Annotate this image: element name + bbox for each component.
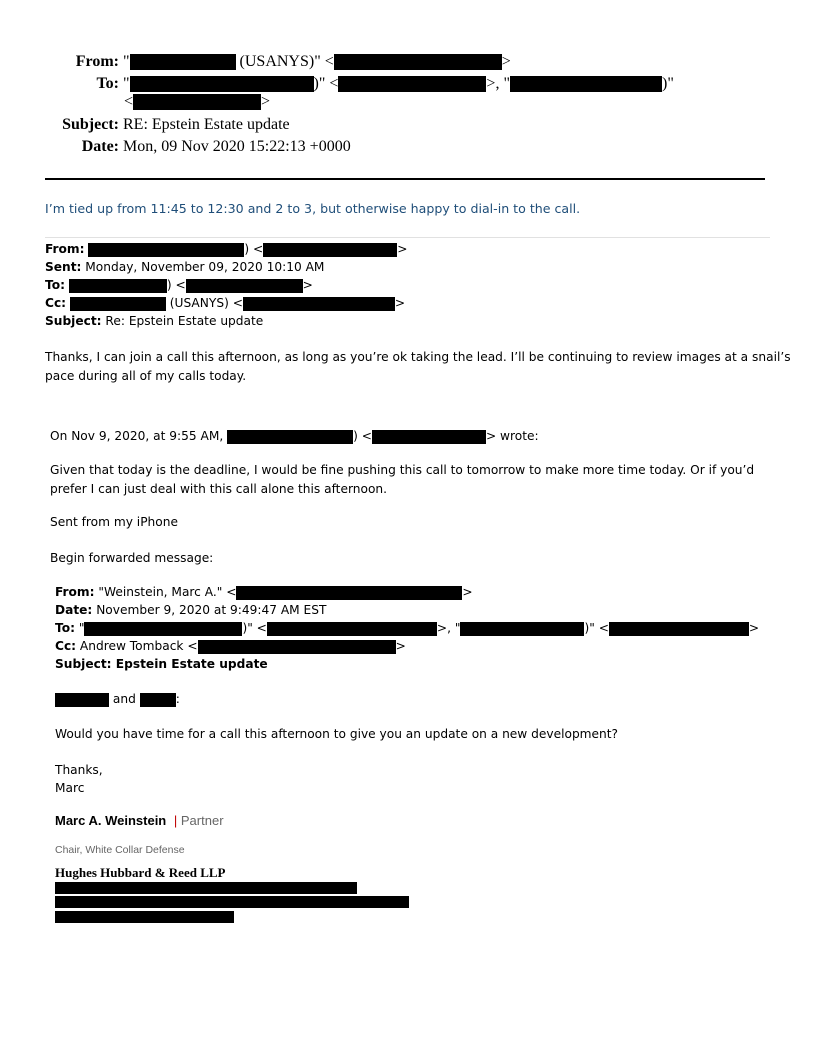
msg2-cc-suffix: (USANYS) <	[169, 296, 243, 310]
fwd-closing: Thanks,	[55, 763, 103, 777]
msg3-wrote-line: On Nov 9, 2020, at 9:55 AM, ) < > wrote:	[50, 429, 539, 443]
msg3-begin-fwd: Begin forwarded message:	[50, 551, 214, 565]
header-subject-row	[45, 116, 290, 134]
header-date-value: Mon, 09 Nov 2020 15:22:13 +0000	[123, 138, 351, 155]
msg2-to-label: To:	[45, 278, 65, 292]
reply-text: I’m tied up from 11:45 to 12:30 and 2 to 3, but otherwise happy to dial-in to the call.	[45, 201, 581, 216]
signature-name-row	[55, 813, 224, 828]
redaction-box	[186, 279, 303, 293]
redaction-box	[510, 76, 662, 92]
msg2-body-line2: pace during all of my calls today.	[45, 369, 247, 383]
msg2-from-label: From:	[45, 242, 85, 256]
msg2-cc-label: Cc:	[45, 296, 67, 310]
redaction-box	[130, 76, 314, 92]
header-from-label: From:	[75, 53, 119, 70]
signature-separator: |	[173, 813, 178, 828]
fwd-body: Would you have time for a call this afternoon to give you an update on a new development?	[55, 727, 619, 741]
redaction-box	[198, 640, 396, 654]
fwd-subject-label: Subject:	[55, 657, 112, 671]
fwd-date-value: November 9, 2020 at 9:49:47 AM EST	[96, 603, 327, 617]
header-to-row: To: " )" < >, " )"	[45, 75, 674, 93]
redaction-box	[372, 430, 486, 444]
redaction-box	[55, 693, 109, 707]
fwd-subject-value: Epstein Estate update	[115, 657, 268, 671]
redaction-box	[227, 430, 353, 444]
reply-divider	[45, 237, 770, 238]
fwd-salutation-and: and	[112, 692, 136, 706]
header-divider	[45, 178, 765, 180]
redaction-box	[84, 622, 242, 636]
redaction-box	[55, 896, 409, 908]
redaction-box	[140, 693, 176, 707]
msg2-subject-row	[45, 312, 263, 330]
redaction-box	[55, 882, 357, 894]
fwd-to-label: To:	[55, 621, 75, 635]
msg2-sent-row	[45, 258, 324, 276]
redaction-box	[609, 622, 749, 636]
msg3-body-line2: prefer I can just deal with this call alone this afternoon.	[50, 482, 387, 496]
redaction-box	[70, 297, 166, 311]
header-to-label: To:	[96, 75, 119, 92]
signature-title: Partner	[180, 813, 224, 828]
fwd-to-row: To: " )" < >, " )" < >	[55, 621, 760, 635]
redaction-box	[236, 586, 462, 600]
redaction-box	[88, 243, 244, 257]
msg3-wrote-suffix: wrote:	[500, 429, 539, 443]
header-subject-label: Subject:	[62, 116, 119, 133]
signature-firm: Hughes Hubbard & Reed LLP	[55, 865, 226, 880]
fwd-subject-row	[55, 655, 268, 673]
redaction-box	[267, 622, 437, 636]
msg2-sent-label: Sent:	[45, 260, 82, 274]
msg2-sent-value: Monday, November 09, 2020 10:10 AM	[85, 260, 325, 274]
fwd-date-row	[55, 601, 326, 619]
redaction-box	[334, 54, 502, 70]
fwd-salutation: and :	[55, 690, 180, 708]
header-from-row: From: " (USANYS)" < >	[45, 53, 511, 71]
msg2-body-line1: Thanks, I can join a call this afternoon, as long as you’re ok taking the lead. I’ll be continuing to review images at a snail’s	[45, 350, 791, 364]
fwd-closing-name: Marc	[55, 781, 85, 795]
redaction-box	[263, 243, 397, 257]
header-from-suffix: (USANYS)" <	[239, 53, 334, 70]
msg2-cc-row: Cc: (USANYS) < >	[45, 296, 406, 310]
header-date-label: Date:	[81, 138, 119, 155]
redaction-box	[69, 279, 167, 293]
msg3-body-line1: Given that today is the deadline, I would be fine pushing this call to tomorrow to make more time today. Or if you’d	[50, 463, 755, 477]
redaction-box	[243, 297, 395, 311]
redaction-box	[55, 911, 234, 923]
header-subject-value: RE: Epstein Estate update	[123, 116, 290, 133]
fwd-cc-value: Andrew Tomback <	[79, 639, 198, 653]
fwd-from-value: "Weinstein, Marc A." <	[98, 585, 237, 599]
redaction-box	[130, 54, 236, 70]
msg2-from-row: From: ) < >	[45, 242, 408, 256]
msg2-subject-label: Subject:	[45, 314, 102, 328]
msg2-subject-value: Re: Epstein Estate update	[105, 314, 264, 328]
fwd-from-row: From: "Weinstein, Marc A." < >	[55, 585, 473, 599]
redaction-box	[460, 622, 584, 636]
redaction-box	[133, 94, 261, 110]
fwd-date-label: Date:	[55, 603, 93, 617]
signature-name: Marc A. Weinstein	[55, 813, 167, 828]
msg3-sent-from: Sent from my iPhone	[50, 515, 178, 529]
header-date-row	[45, 138, 351, 156]
fwd-cc-label: Cc:	[55, 639, 77, 653]
fwd-from-label: From:	[55, 585, 95, 599]
redaction-box	[338, 76, 486, 92]
msg3-wrote-prefix: On Nov 9, 2020, at 9:55 AM,	[50, 429, 224, 443]
msg2-to-row: To: ) < >	[45, 278, 313, 292]
header-to-row-cont: < >	[124, 93, 271, 110]
fwd-cc-row: Cc: Andrew Tomback < >	[55, 639, 406, 653]
signature-role: Chair, White Collar Defense	[55, 844, 185, 856]
